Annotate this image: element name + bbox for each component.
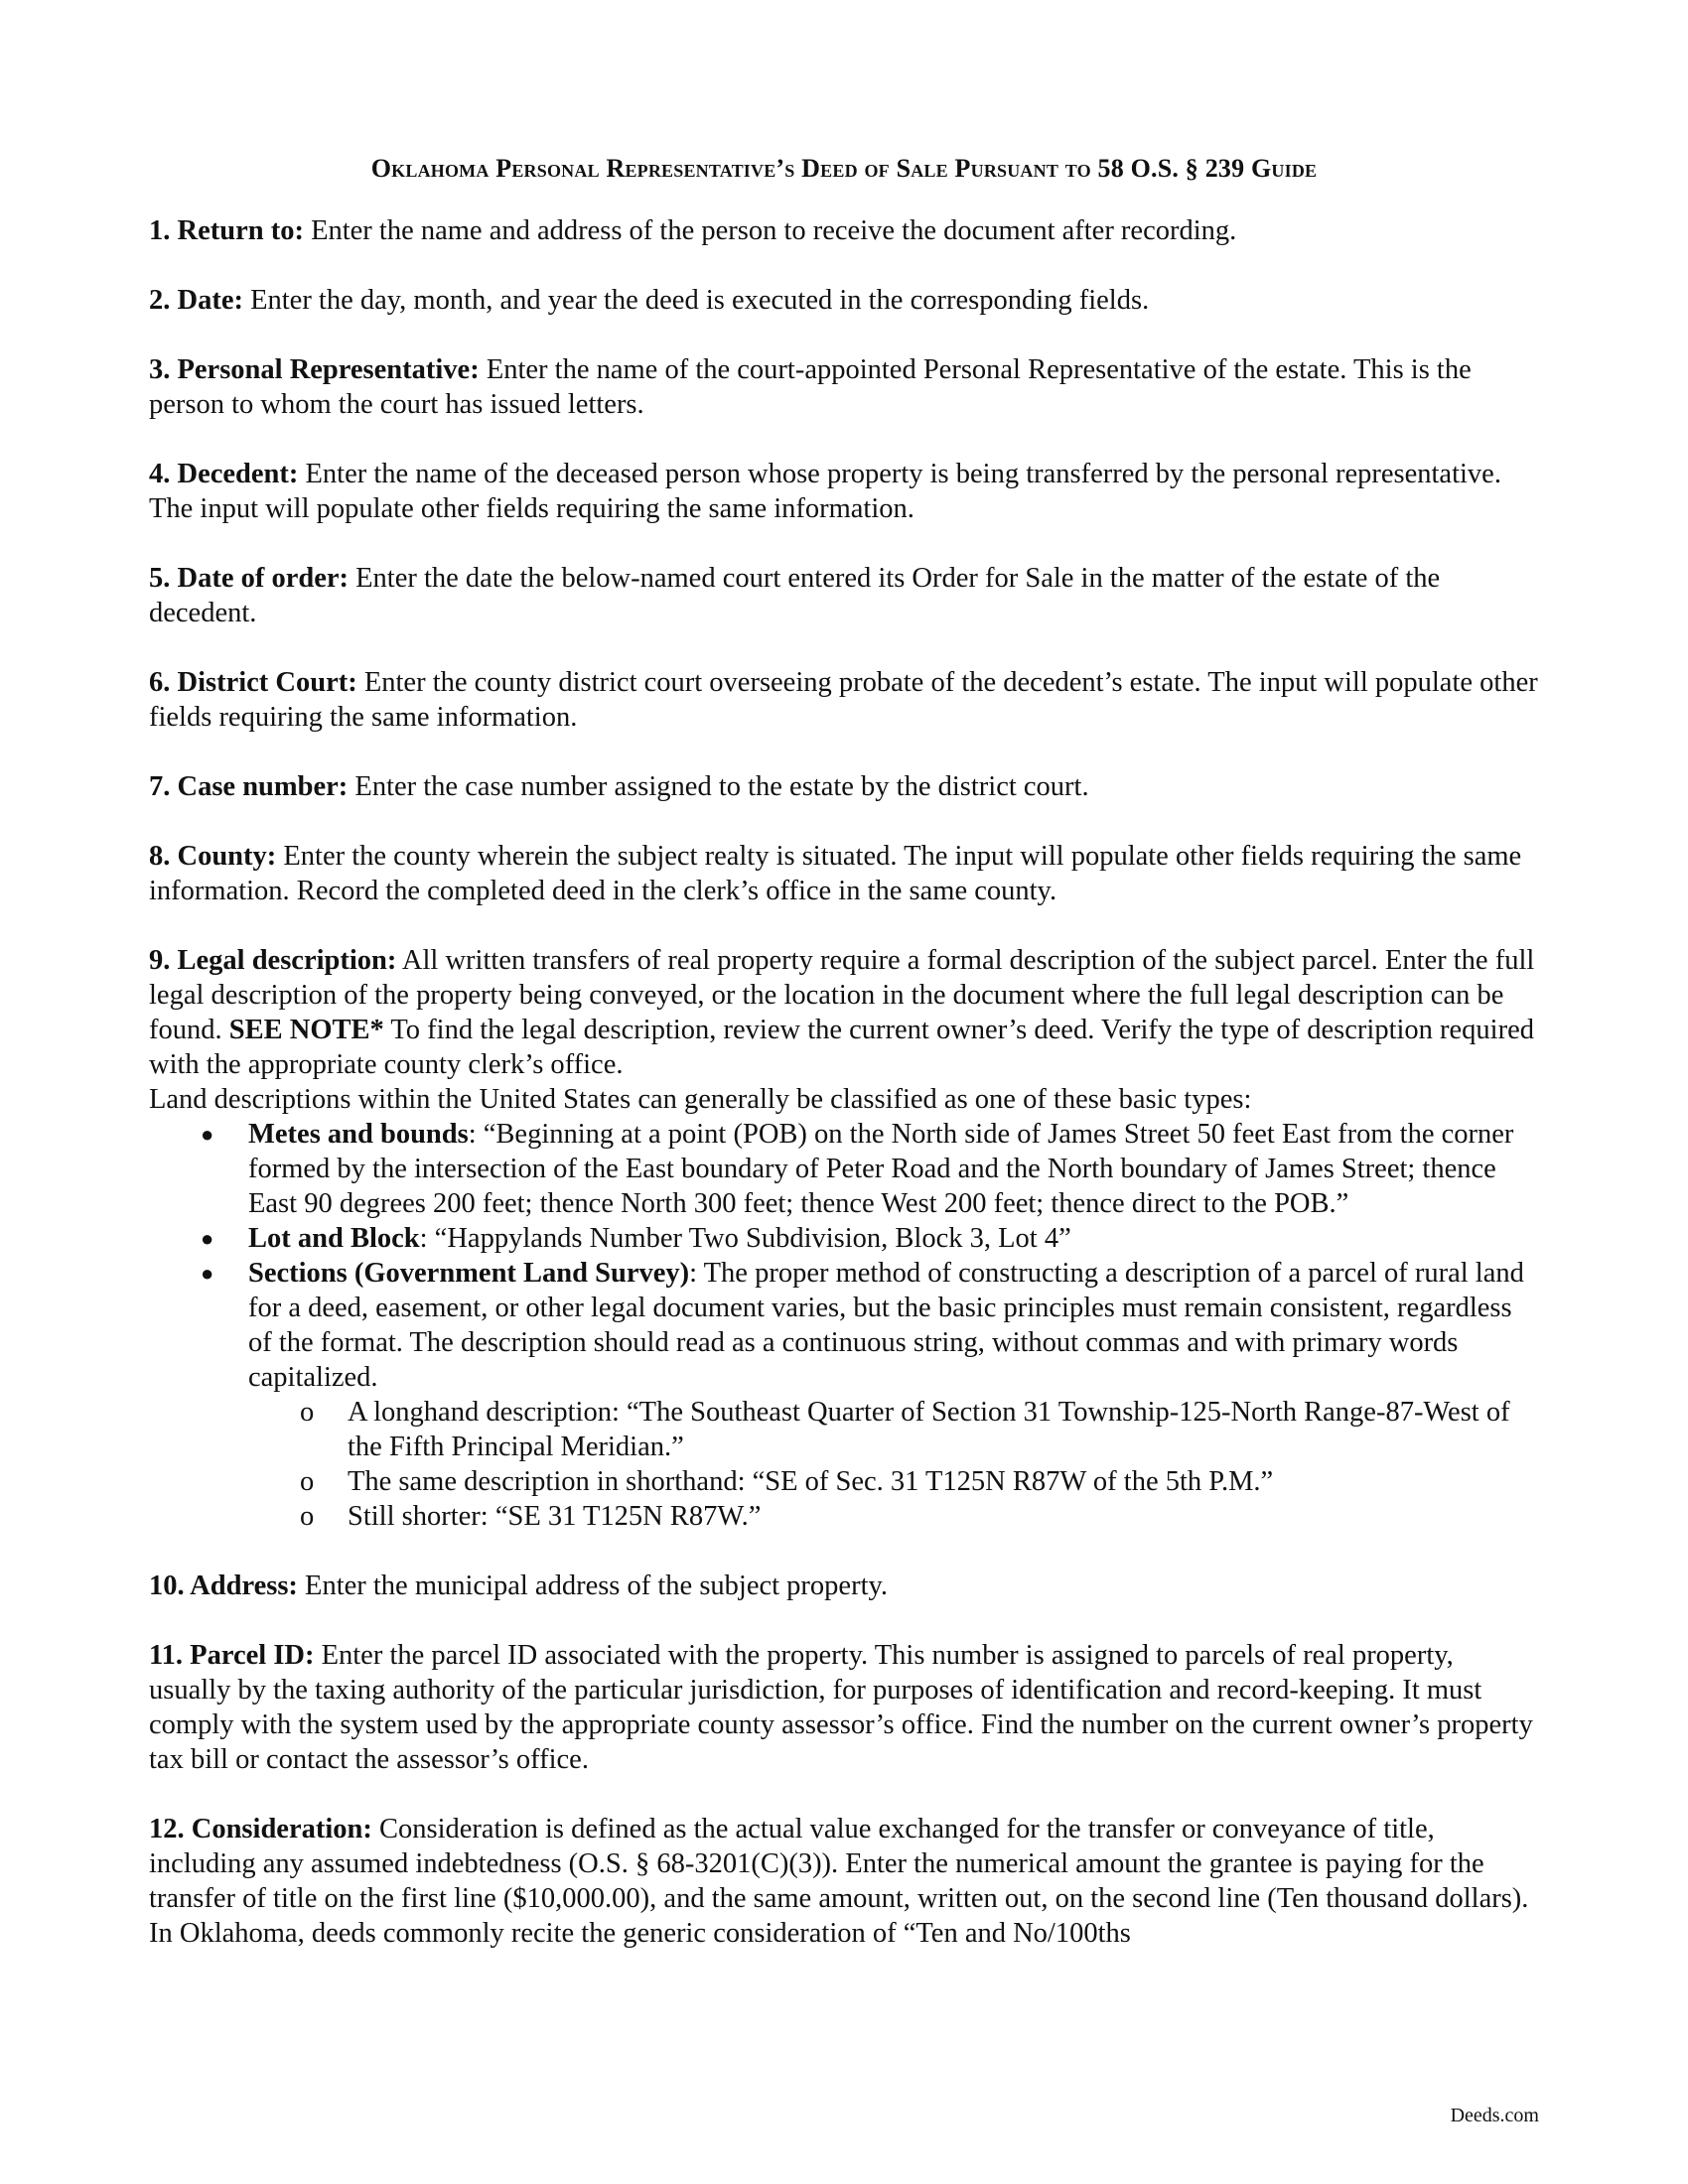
document-page [149,151,1539,1951]
list-item: ● Sections (Government Land Survey): The proper method of constructing a description of a parcel of rural land for a deed, easement, or other legal document varies, but the basic principles must remain consistent, regardless of the format. The description should read as a continuous string, without commas and with primary words capitalized. o A longhand description: “The Southeast Quarter of Section 31 Township-125-North Range-87-West of the Fifth Principal Meridian.” o The same description in shorthand: “SE of Sec. 31 T125N R87W of the 5th P.M.” o Still shorter: “SE 31 T125N R87W.” [248,1256,1539,1534]
footer-brand: Deeds.com [1450,2105,1539,2126]
list-item: o Still shorter: “SE 31 T125N R87W.” [300,1501,762,1532]
circle-bullet-icon: o [300,1397,315,1428]
page-title [149,151,1539,186]
item-case-number: 7. Case number: Enter the case number assigned to the estate by the district court. [149,771,1089,802]
item-county: 8. County: Enter the county wherein the subject realty is situated. The input will populate other fields requiring the same information. Record the completed deed in the clerk’s office in the same county. [149,841,1522,906]
bullet-icon: ● [201,1122,214,1147]
item-decedent: 4. Decedent: Enter the name of the deceased person whose property is being transferred by the personal representative. The input will populate other fields requiring the same information. [149,459,1501,524]
item-return-to: 1. Return to: Enter the name and address of the person to receive the document after recording. [149,215,1237,246]
circle-bullet-icon: o [300,1466,315,1497]
section-examples-list [248,1395,1539,1534]
title-text: Oklahoma Personal Representative’s Deed of Sale Pursuant to 58 O.S. § 239 Guide [370,154,1318,183]
item-consideration: 12. Consideration: Consideration is defined as the actual value exchanged for the transfer or conveyance of title, including any assumed indebtedness (O.S. § 68-3201(C)(3)). Enter the numerical amount the grantee is paying for the transfer of title on the first line ($10,000.00), and the same amount, written out, on the second line (Ten thousand dollars). In Oklahoma, deeds commonly recite the generic consideration of “Ten and No/100ths [149,1814,1529,1949]
item-date-of-order: 5. Date of order: Enter the date the below-named court entered its Order for Sale in the matter of the estate of the decedent. [149,563,1441,628]
circle-bullet-icon: o [300,1501,315,1532]
item-personal-representative: 3. Personal Representative: Enter the name of the court-appointed Personal Representative of the estate. This is the person to whom the court has issued letters. [149,354,1472,420]
list-item: o A longhand description: “The Southeast Quarter of Section 31 Township-125-North Range-87-West of the Fifth Principal Meridian.” [300,1397,1510,1462]
list-item: ● Metes and bounds: “Beginning at a point (POB) on the North side of James Street 50 feet East from the corner formed by the intersection of the East boundary of Peter Road and the North boundary of James Street; thence East 90 degrees 200 feet; thence North 300 feet; thence West 200 feet; thence direct to the POB.” [201,1119,1514,1219]
list-item: o The same description in shorthand: “SE of Sec. 31 T125N R87W of the 5th P.M.” [300,1466,1274,1497]
bullet-icon: ● [201,1226,214,1251]
item-parcel-id: 11. Parcel ID: Enter the parcel ID associated with the property. This number is assigned to parcels of real property, usually by the taxing authority of the particular jurisdiction, for purposes of identification and record-keeping. It must comply with the system used by the appropriate county assessor’s office. Find the number on the current owner’s property tax bill or contact the assessor’s office. [149,1640,1533,1775]
item-legal-description: 9. Legal description: All written transfers of real property require a formal description of the subject parcel. Enter the full legal description of the property being conveyed, or the location in the document where the full legal description can be found. SEE NOTE* To find the legal description, review the current owner’s deed. Verify the type of description required with the appropriate county clerk’s office. [149,945,1535,1080]
item-district-court: 6. District Court: Enter the county district court overseeing probate of the decedent’s estate. The input will populate other fields requiring the same information. [149,667,1538,733]
bullet-icon: ● [201,1261,214,1286]
item-address: 10. Address: Enter the municipal address of the subject property. [149,1570,889,1601]
land-description-intro: Land descriptions within the United States can generally be classified as one of these basic types: [149,1084,1252,1115]
list-item: ● Lot and Block: “Happylands Number Two Subdivision, Block 3, Lot 4” [201,1223,1071,1254]
item-date: 2. Date: Enter the day, month, and year the deed is executed in the corresponding fields. [149,285,1150,316]
description-types-list [149,1117,1539,1534]
